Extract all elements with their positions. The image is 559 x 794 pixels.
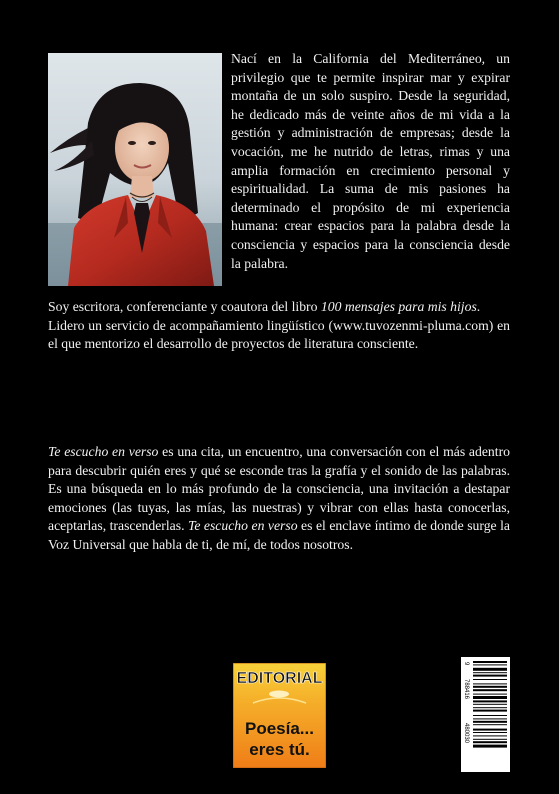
author-bio-intro: Nací en la California del Mediterráneo, un privilegio que te permite inspirar mar y expirar montaña de un solo suspiro. Desde la seguridad, he dedicado más de veinte años de mi vida a la gestión y administración de empresas; desde la vocación, me he nutrido de letras, rimas y una amplia formación en crecimiento personal y espiritualidad. La suma de mis pasiones ha determinado el propósito de mi experiencia humana: crear espacios para la palabra desde la consciencia y espacios para la consciencia desde la palabra.	[231, 51, 510, 271]
barcode-bar	[473, 721, 507, 723]
barcode-bar	[473, 672, 507, 673]
synopsis-text-1: es una cita, un encuentro, una conversación con el más adentro para descubrir quién eres y qué se esconde tras la grafía y el sonido de las palabras. Es una búsqueda en lo más profundo de la consciencia, una invitación a destapar emociones (las tuyas, las mías, las nuestras) y vibrar con ellas hasta conocerlas, aceptarlas, trascenderlas.	[48, 444, 510, 534]
synopsis-title-1: Te escucho en verso	[48, 444, 159, 459]
barcode-bar	[473, 745, 507, 748]
author-photo	[48, 53, 222, 286]
barcode-bar	[473, 686, 507, 688]
barcode-bar	[473, 664, 507, 665]
profession-text: Soy escritora, conferenciante y coautora del libro	[48, 299, 321, 314]
barcode-bar	[473, 694, 507, 695]
barcode-bar	[473, 710, 507, 712]
barcode-bar	[473, 718, 507, 719]
author-service: Lidero un servicio de acompañamiento lingüístico (www.tuvozenmi-pluma.com) en el que mentorizo el desarrollo de proyectos de literatura consciente.	[48, 317, 510, 352]
synopsis-title-2: Te escucho en verso	[187, 518, 298, 534]
barcode-bar	[473, 715, 507, 716]
barcode-bar	[473, 732, 507, 733]
barcode-bar	[473, 696, 507, 699]
author-profession	[48, 298, 510, 317]
barcode-bar	[473, 668, 507, 671]
barcode-bars	[473, 661, 507, 748]
barcode-bar	[473, 704, 507, 705]
barcode-bar	[473, 739, 507, 740]
profession-period: .	[476, 299, 481, 314]
barcode-bar	[473, 741, 507, 743]
barcode-group-2: 480030	[463, 723, 469, 744]
logo-line-2: eres tú.	[249, 740, 310, 759]
author-bio-continued	[48, 298, 510, 354]
barcode-bar	[473, 675, 507, 677]
barcode-bar	[473, 683, 507, 684]
barcode-bar	[473, 735, 507, 736]
barcode-bar	[473, 689, 507, 691]
synopsis-text-2: es el enclave íntimo de donde surge la Voz Universal que habla de ti, de mí, de todos nosotros.	[48, 518, 510, 552]
barcode-bar	[473, 707, 507, 708]
barcode-bar	[473, 729, 507, 731]
barcode-bar	[473, 661, 507, 663]
barcode-group-1: 788416	[463, 679, 469, 700]
book-synopsis	[48, 443, 510, 555]
barcode-bar	[473, 679, 507, 680]
isbn-barcode	[461, 657, 510, 772]
logo-editorial: EDITORIAL	[236, 670, 323, 687]
author-portrait-illustration	[48, 53, 222, 286]
barcode-digit-first: 9	[463, 662, 469, 666]
barcode-bar	[473, 700, 507, 702]
logo-line-1: Poesía...	[245, 719, 314, 738]
barcode-bar	[473, 724, 507, 725]
book-title: 100 mensajes para mis hijos	[320, 299, 477, 314]
publisher-logo	[233, 663, 326, 768]
